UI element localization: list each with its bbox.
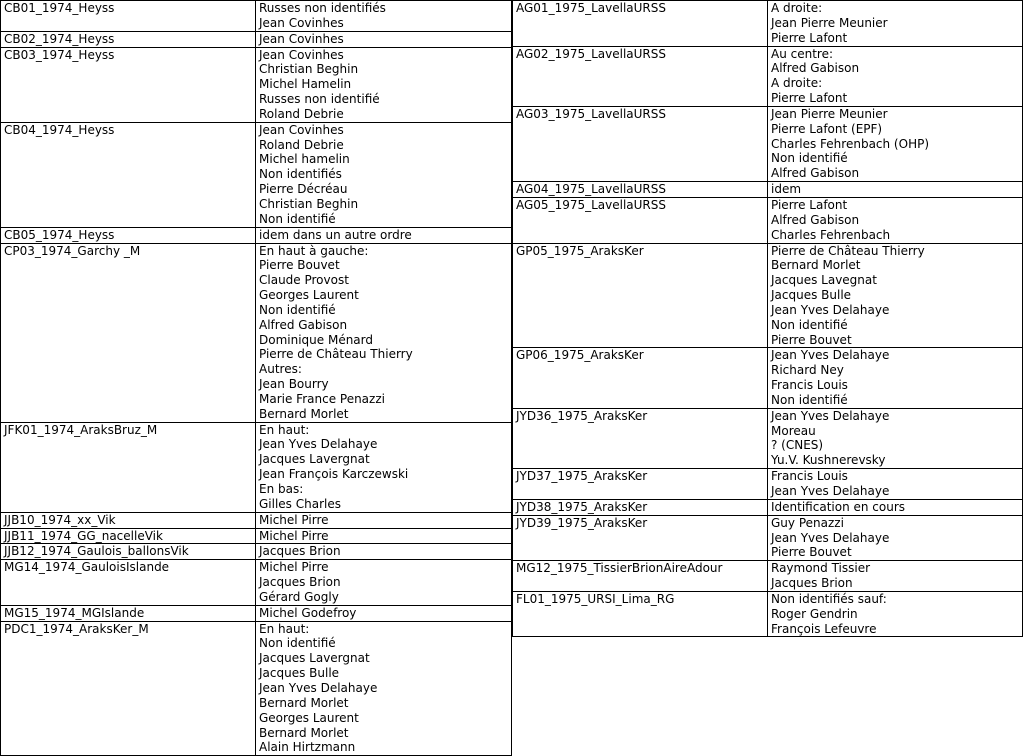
photo-id-cell: GP05_1975_AraksKer (513, 243, 768, 348)
person-line: Alfred Gabison (771, 166, 860, 181)
person-line: Michel Godefroy (259, 605, 357, 620)
table-row (513, 348, 1023, 408)
person-line: ? (CNES) (771, 438, 824, 453)
table-row (513, 561, 1023, 592)
photo-id-cell: JJB11_1974_GG_nacelleVik (1, 528, 256, 544)
person-line: Jacques Lavegnat (771, 273, 877, 288)
person-line: Alfred Gabison (771, 212, 860, 227)
person-line: Jean Covinhes (259, 15, 344, 30)
people-cell (256, 544, 512, 560)
person-line: Pierre Lafont (771, 91, 848, 106)
photo-id-cell: AG04_1975_LavellaURSS (513, 182, 768, 198)
person-line: Pierre de Château Thierry (259, 347, 413, 362)
person-line: Roland Debrie (259, 137, 344, 152)
person-line: Jean Yves Delahaye (771, 530, 890, 545)
table-row (513, 408, 1023, 468)
table-row (1, 560, 512, 606)
person-line: Pierre Lafont (EPF) (771, 121, 883, 136)
person-line: Jacques Bulle (771, 288, 852, 303)
person-line: Jean Bourry (259, 377, 329, 392)
photo-id-cell: FL01_1975_URSI_Lima_RG (513, 591, 768, 637)
person-line: Bernard Morlet (771, 258, 861, 273)
person-line: Richard Ney (771, 363, 844, 378)
people-cell (256, 31, 512, 47)
person-line: Dominique Ménard (259, 332, 373, 347)
person-line: Non identifié (259, 636, 336, 651)
people-cell (768, 106, 1023, 181)
person-line: Non identifié (259, 211, 336, 226)
person-line: Bernard Morlet (259, 695, 349, 710)
person-line: Charles Fehrenbach (OHP) (771, 136, 930, 151)
person-line: idem dans un autre ordre (259, 227, 412, 242)
table-row (513, 469, 1023, 500)
people-cell (768, 515, 1023, 561)
people-cell (768, 182, 1023, 198)
table-row (1, 512, 512, 528)
photo-id-cell: CB03_1974_Heyss (1, 47, 256, 122)
person-line: Jean Yves Delahaye (771, 302, 890, 317)
table-row (513, 182, 1023, 198)
person-line: Moreau (771, 423, 816, 438)
person-line: Jean Pierre Meunier (771, 15, 888, 30)
table-row (1, 1, 512, 32)
table-row (1, 227, 512, 243)
photo-id-cell: JJB12_1974_Gaulois_ballonsVik (1, 544, 256, 560)
person-line: En haut: (259, 621, 310, 636)
person-line: Georges Laurent (259, 710, 359, 725)
table-row (1, 544, 512, 560)
photo-id-cell: CB02_1974_Heyss (1, 31, 256, 47)
person-line: Russes non identifié (259, 92, 380, 107)
people-cell (256, 227, 512, 243)
photo-id-cell: AG05_1975_LavellaURSS (513, 197, 768, 243)
person-line: Michel Hamelin (259, 77, 352, 92)
photo-id-cell: MG14_1974_GauloisIslande (1, 560, 256, 606)
people-cell (256, 621, 512, 756)
people-cell (256, 1, 512, 32)
people-cell (256, 47, 512, 122)
photo-id-cell: AG03_1975_LavellaURSS (513, 106, 768, 181)
person-line: Bernard Morlet (259, 725, 349, 740)
person-line: En bas: (259, 482, 304, 496)
people-cell (256, 512, 512, 528)
person-line: A droite: (771, 1, 823, 15)
table-row (513, 46, 1023, 106)
table-row (513, 197, 1023, 243)
person-line: Identification en cours (771, 499, 906, 514)
person-line: Michel hamelin (259, 152, 350, 167)
people-cell (768, 561, 1023, 592)
table-row (1, 605, 512, 621)
person-line: Jacques Lavergnat (259, 651, 370, 666)
right-photo-table (512, 0, 1023, 637)
person-line: Jean Yves Delahaye (259, 680, 378, 695)
person-line: Non identifiés (259, 167, 342, 182)
table-row (1, 122, 512, 227)
table-row (513, 243, 1023, 348)
person-line: A droite: (771, 76, 823, 91)
photo-id-cell: CB01_1974_Heyss (1, 1, 256, 32)
person-line: Pierre Décréau (259, 182, 348, 197)
person-line: Pierre Lafont (771, 30, 848, 45)
person-line: Michel Pirre (259, 528, 329, 543)
person-line: Pierre Lafont (771, 197, 848, 212)
photo-id-cell: JYD36_1975_AraksKer (513, 408, 768, 468)
people-cell (768, 243, 1023, 348)
table-row (1, 47, 512, 122)
photo-id-cell: CB04_1974_Heyss (1, 122, 256, 227)
table-row (1, 528, 512, 544)
person-line: Roger Gendrin (771, 606, 858, 621)
person-line: Jean Yves Delahaye (771, 348, 890, 363)
person-line: idem (771, 182, 802, 197)
person-line: Pierre Bouvet (771, 332, 852, 347)
person-line: François Lefeuvre (771, 621, 877, 636)
photo-id-cell: AG02_1975_LavellaURSS (513, 46, 768, 106)
people-cell (768, 1, 1023, 47)
table-row (1, 243, 512, 422)
person-line: Gérard Gogly (259, 589, 339, 604)
photo-id-cell: MG15_1974_MGIslande (1, 605, 256, 621)
person-line: Jean Covinhes (259, 31, 344, 46)
person-line: Jean Covinhes (259, 47, 344, 62)
table-row (1, 422, 512, 512)
person-line: En haut à gauche: (259, 243, 369, 258)
person-line: Georges Laurent (259, 288, 359, 303)
person-line: Bernard Morlet (259, 406, 349, 421)
person-line: Yu.V. Kushnerevsky (771, 453, 886, 468)
photo-id-cell: CP03_1974_Garchy _M (1, 243, 256, 422)
person-line: Gilles Charles (259, 496, 341, 511)
person-line: Michel Pirre (259, 560, 329, 575)
person-line: Non identifié (771, 392, 848, 407)
people-cell (768, 46, 1023, 106)
person-line: Jean Covinhes (259, 122, 344, 137)
table-row (513, 1, 1023, 47)
person-line: Russes non identifiés (259, 1, 386, 15)
person-line: Roland Debrie (259, 106, 344, 121)
person-line: Non identifié (771, 151, 848, 166)
left-table-body (1, 1, 512, 756)
person-line: Alain Hirtzmann (259, 740, 356, 755)
person-line: Claude Provost (259, 273, 349, 288)
photo-id-cell: JFK01_1974_AraksBruz_M (1, 422, 256, 512)
people-cell (768, 348, 1023, 408)
person-line: Pierre de Château Thierry (771, 243, 925, 258)
people-cell (256, 605, 512, 621)
person-line: Non identifié (259, 302, 336, 317)
people-cell (256, 422, 512, 512)
photo-id-cell: JYD38_1975_AraksKer (513, 499, 768, 515)
table-row (513, 515, 1023, 561)
person-line: Francis Louis (771, 469, 848, 484)
person-line: Jacques Brion (259, 575, 341, 590)
person-line: Autres: (259, 362, 302, 377)
photo-id-cell: GP06_1975_AraksKer (513, 348, 768, 408)
people-cell (256, 560, 512, 606)
person-line: Alfred Gabison (771, 61, 860, 76)
people-cell (256, 243, 512, 422)
person-line: Charles Fehrenbach (771, 227, 891, 242)
person-line: Alfred Gabison (259, 317, 348, 332)
photo-id-cell: CB05_1974_Heyss (1, 227, 256, 243)
person-line: Francis Louis (771, 378, 848, 393)
person-line: Michel Pirre (259, 512, 329, 527)
table-row (513, 106, 1023, 181)
person-line: Jean Pierre Meunier (771, 106, 888, 121)
photo-id-cell: JJB10_1974_xx_Vik (1, 512, 256, 528)
people-cell (256, 122, 512, 227)
photo-id-cell: JYD39_1975_AraksKer (513, 515, 768, 561)
people-cell (768, 197, 1023, 243)
people-cell (768, 469, 1023, 500)
person-line: Christian Beghin (259, 196, 359, 211)
photo-id-cell: AG01_1975_LavellaURSS (513, 1, 768, 47)
person-line: Pierre Bouvet (771, 545, 852, 560)
person-line: Au centre: (771, 46, 834, 61)
person-line: Jacques Brion (771, 576, 853, 591)
person-line: Jean Yves Delahaye (771, 484, 890, 498)
people-cell (768, 408, 1023, 468)
person-line: Christian Beghin (259, 62, 359, 77)
people-cell (768, 499, 1023, 515)
person-line: Non identifiés sauf: (771, 591, 887, 606)
person-line: Marie France Penazzi (259, 391, 385, 406)
person-line: En haut: (259, 422, 310, 437)
right-table-body (513, 1, 1023, 637)
person-line: Guy Penazzi (771, 515, 844, 530)
table-row (1, 621, 512, 756)
table-row (513, 499, 1023, 515)
table-row (513, 591, 1023, 637)
photo-id-cell: PDC1_1974_AraksKer_M (1, 621, 256, 756)
person-line: Raymond Tissier (771, 561, 871, 576)
person-line: Non identifié (771, 317, 848, 332)
person-line: Jacques Lavergnat (259, 452, 370, 467)
people-cell (768, 591, 1023, 637)
person-line: Jacques Brion (259, 544, 341, 559)
person-line: Jean Yves Delahaye (771, 408, 890, 423)
photo-id-cell: JYD37_1975_AraksKer (513, 469, 768, 500)
photo-id-cell: MG12_1975_TissierBrionAireAdour (513, 561, 768, 592)
person-line: Jean François Karczewski (259, 467, 409, 482)
person-line: Jean Yves Delahaye (259, 437, 378, 452)
person-line: Jacques Bulle (259, 666, 340, 681)
table-row (1, 31, 512, 47)
people-cell (256, 528, 512, 544)
person-line: Pierre Bouvet (259, 258, 340, 273)
